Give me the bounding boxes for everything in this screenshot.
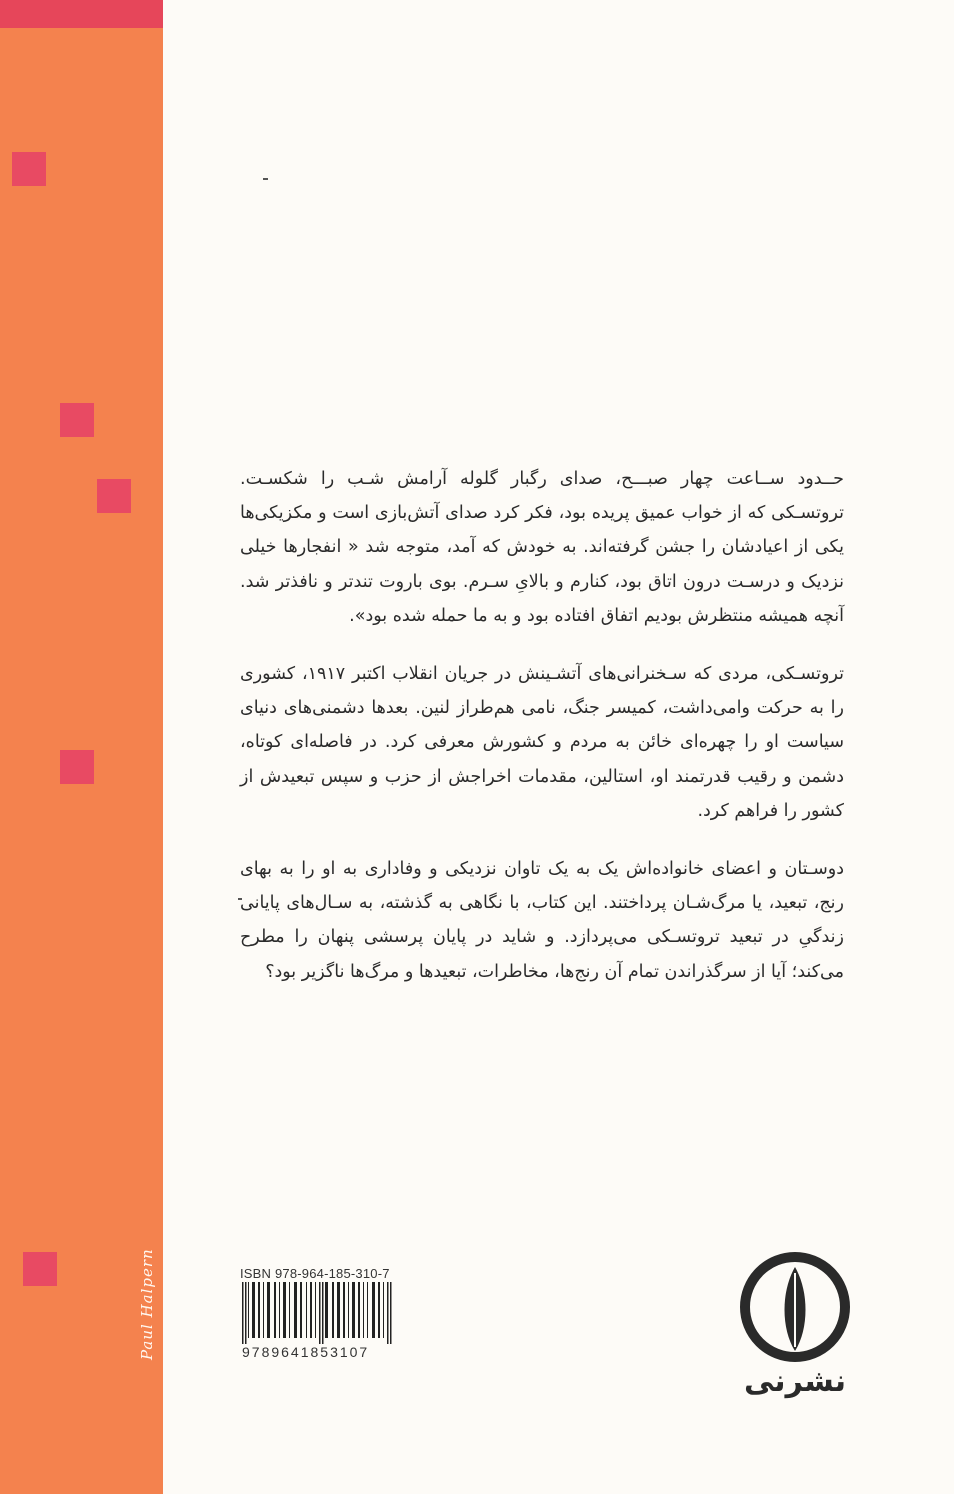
cover-spine-strip xyxy=(0,0,163,1494)
spine-top-band xyxy=(0,0,163,28)
decorative-square-1 xyxy=(12,152,46,186)
blurb-text xyxy=(240,462,844,1013)
barcode-digits: 9789641853107 xyxy=(242,1344,370,1360)
decorative-square-5 xyxy=(23,1252,57,1286)
isbn-label: ISBN 978-964-185-310-7 xyxy=(240,1266,390,1281)
publisher-logo xyxy=(733,1251,857,1401)
spine-signature: Paul Halpern xyxy=(138,1248,156,1360)
blurb-paragraph-3: دوسـتان و اعضای خانواده‌اش یک به یک تاوان نزدیکی و وفاداری به او را به بهای رنج، تبعید، یا مرگ‌شـان پرداختند. این کتاب، با نگاهی به گذشته، به سـال‌های پایانی زندگیِ در تبعید تروتسـکی می‌پردازد. و شاید در پایان پرسشی پنهان را مطرح می‌کند؛ آیا از سرگذراندن تمام آن رنج‌ها، مخاطرات، تبعیدها و مرگ‌ها ناگزیر بود؟ xyxy=(240,859,844,982)
publisher-leaf-logo-icon xyxy=(733,1251,857,1367)
blurb-paragraph-2: تروتسـکی، مردی که سـخنرانی‌های آتشـینش در جریان انقلاب اکتبر ۱۹۱۷، کشوری را به حرکت وامی‌داشت، کمیسر جنگ، نامی هم‌طراز لنین. بعدها دشمنی‌های دنیای سیاست او را چهره‌ای خائن به مردم و کشورش معرفی کرد. در فاصله‌ای کوتاه، دشمن و رقیب قدرتمند او، استالین، مقدمات اخراجش از حزب و سپس تبعیدش از کشور را فراهم کرد. xyxy=(240,664,844,821)
print-speck xyxy=(263,178,268,180)
isbn-barcode xyxy=(240,1266,422,1364)
barcode-bars-icon xyxy=(240,1282,422,1344)
decorative-square-2 xyxy=(60,403,94,437)
blurb-paragraph-1: حــدود ســاعت چهار صبـــح، صدای رگبار گلوله آرامش شـب را شکسـت. تروتسـکی که از خواب عمیق پریده بود، فکر کرد صدای آتش‌بازی است و مکزیکی‌ها یکی از اعیادشان را جشن گرفته‌اند. به خودش که آمد، متوجه شد « انفجارها خیلی نزدیک و درسـت درون اتاق بود، کنارم و بالایِ سـرم. بوی باروت تندتر و نافذتر شد. آنچه همیشه منتظرش بودیم اتفاق افتاده بود و به ما حمله شده بود». xyxy=(240,469,844,626)
decorative-square-4 xyxy=(60,750,94,784)
decorative-square-3 xyxy=(97,479,131,513)
publisher-name: نشرنی xyxy=(743,1364,847,1399)
